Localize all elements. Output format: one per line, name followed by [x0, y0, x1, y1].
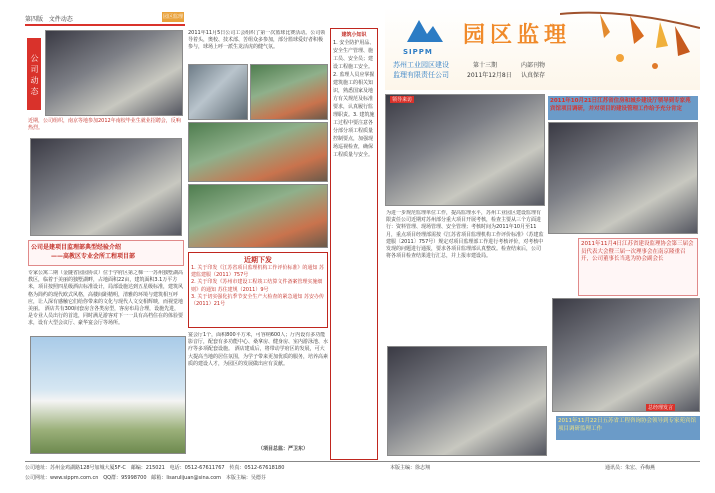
photo-basketball-4	[188, 184, 328, 248]
knowledge-body: 1. 安全防护用品、安全生产管理、施工员、安全员；建设工程施工安全。2. 监理人员应掌握建筑施工的相关知识，熟悉国家及地方有关规范及标准要求，认真履行监理职责。3. 建筑施工过程中要注意各分部分项工程质量控制要点，加强现场巡视检查，确保工程质量与安全。	[333, 40, 375, 158]
banner-association: 2011年11月4日江苏省建设监理协会第三届会员代表大会暨三届一次理事会在南京隆重召开，公司董事长当选为协会副会长	[578, 238, 698, 296]
logo-mark	[403, 16, 447, 46]
notice-box	[188, 252, 328, 328]
article-project-header	[28, 240, 184, 266]
article-basketball-text: 2011年11月5日公司工会组织了第一次篮球比赛活动。公司领导着头，奥校、技术部、苦组众多参加，部分篮球爱好者积极参与，球场上呼一派生龙活虎的健气氛。	[188, 30, 326, 51]
vertical-label: 公司动态	[27, 38, 41, 110]
company-name-2: 监理有限责任公司	[393, 71, 449, 79]
masthead	[385, 8, 700, 90]
photo-speech	[552, 298, 700, 412]
header-badge: 园区监理	[162, 14, 183, 20]
logo-text: SIPPM	[403, 48, 433, 56]
photo-hotel	[30, 336, 186, 454]
notice-title: 近期下发	[244, 256, 272, 264]
footer-address: 苏州金鸡湖路128号加城大厦5F-C	[50, 465, 126, 471]
issue-number: 第十三期	[473, 62, 498, 69]
article-inspection: 为进一步规范监理单位工作，提高监理水平，苏州工业园区建设监理有限责任公司近期对苏州部分重大项目开展考核，检查主要从三个方面进行：资料管理、现场管理、安全管理；考核时间为2011年10月至11月，重点项目经理部需按《江苏省项目监理机构工作评价标准》（苏建监建服〔2011〕757号）规定对项目监理部工作进行考核评价，对考核中发现的问题进行通报，要求各项目监理部认真整改。检查结束后，公司将各项目检查结果进行汇总，并上报市建设局。	[386, 210, 544, 260]
knowledge-box	[330, 28, 378, 460]
photo-basketball-2	[250, 64, 328, 120]
knowledge-title: 建筑小知识	[341, 32, 367, 38]
issue-date: 2011年12月8日	[467, 72, 512, 79]
notice-item-1: 1. 关于印发《江苏省项目监理机构工作评价标准》的通知 苏建监建服（2011）757号	[191, 265, 324, 279]
footer-publisher: 本版主编：徐志翔	[390, 465, 431, 471]
internal-label-1: 内部刊物	[521, 62, 546, 69]
notice-item-3: 3. 关于切实强化抗季节安全生产大检查的紧急通知 苏安办传（2011）21号	[191, 293, 324, 308]
article-hotel-body: 宴会厅1个，面积800平方米，可容纳600人；厅内设有多功能影音厅，配套有多功能中心、桑拿房、健身房、室内游泳池、水疗等多项配套设施。 酒店建成后，将带动学府区的发展，可大大提高当地的居住氛围，为学子带来更加优质的服务，培养高素质的建设人才，为园区的发展做出应有贡献。	[188, 332, 328, 367]
photo-conference	[387, 346, 547, 456]
edition-label: 第四版 文件动态	[25, 16, 73, 23]
article-project-title: 公司是建项目监理部典型经验介绍	[31, 244, 122, 251]
photo-table-meeting-2	[548, 122, 698, 234]
footer-correspondent: 通讯员：朱宏、乔梅燕	[605, 465, 656, 471]
internal-label-2: 认真保存	[521, 72, 546, 79]
top-rule-left	[25, 24, 185, 26]
masthead-title: 园区监理	[463, 23, 572, 48]
photo-caption-1: 领导来访	[392, 97, 413, 103]
photo-meeting-table	[385, 94, 545, 206]
photo-recruitment	[30, 138, 182, 236]
footer-rule	[25, 461, 700, 462]
photo-meeting-room	[45, 30, 183, 116]
banner-visit: 2011年10月21日江苏省住房和城乡建设厅领导到专家苑宾馆项目调研，并对项目的建设管理工作给予充分肯定	[548, 96, 698, 120]
article-author: （项目总监：严卫东）	[258, 446, 309, 452]
banner-consulting: 2011年11月22日五苏省工程咨询协会领导到专家苑宾馆项目调研监理工作	[556, 416, 700, 440]
footer-website[interactable]: www.sippm.com.cn	[50, 475, 99, 481]
article-project-subtitle: ——高教区专业会所工程项目部	[51, 253, 136, 260]
notice-item-2: 2. 关于印发《苏州市建设工程竣工结算文件备案管理实施细则》的通知 苏住建规（2011）9号	[191, 279, 323, 293]
footer-line-2: 公司网址：www.sippm.com.cn QQ群：95998700 邮箱：lisarulijuan@sina.com 本版主编：吴德芬	[25, 475, 266, 481]
photo-caption-2: 总经理发言	[648, 405, 674, 411]
company-name-1: 苏州工业园区建设	[393, 61, 449, 69]
article-recruit-text: 近期，公司组织，南京等地参加2012年南校毕业生就业招聘会，反响热烈。	[28, 118, 181, 132]
photo-basketball-1	[188, 64, 248, 120]
autumn-leaves-decor	[560, 8, 700, 88]
article-project-body: 专家公寓二期（金隧省园园协议）位于学府区第之梯一一苏州独墅湖高教区，临着于美丽的独墅湖畔，占地面积22亩，建筑面积3.1万平方米，项目按照四星级酒店标准设计，局部设施达到五星级标准，建筑风格为简约的现代欧式风格，高楼间距精明，清雅的环境与建筑相互呼应，让人深有感触它们给你带来的文化与现代人文交相辉映，而视觉地美丽。 酒店共有300间套房含各类房型，客房布局合理，设施先进，是专业人员出行的首选，同时满足游客对下一一具有高档住在的体验要求，设有大型会议厅、豪华宴会厅等场所。	[28, 270, 184, 327]
footer-email[interactable]: lisarulijuan@sina.com	[166, 475, 222, 481]
photo-basketball-3	[188, 122, 328, 182]
footer-line-1: 公司地址：苏州金鸡湖路128号加城大厦5F-C 邮编：215021 电话：0512-67611767 传真：0512-67618180	[25, 465, 285, 471]
